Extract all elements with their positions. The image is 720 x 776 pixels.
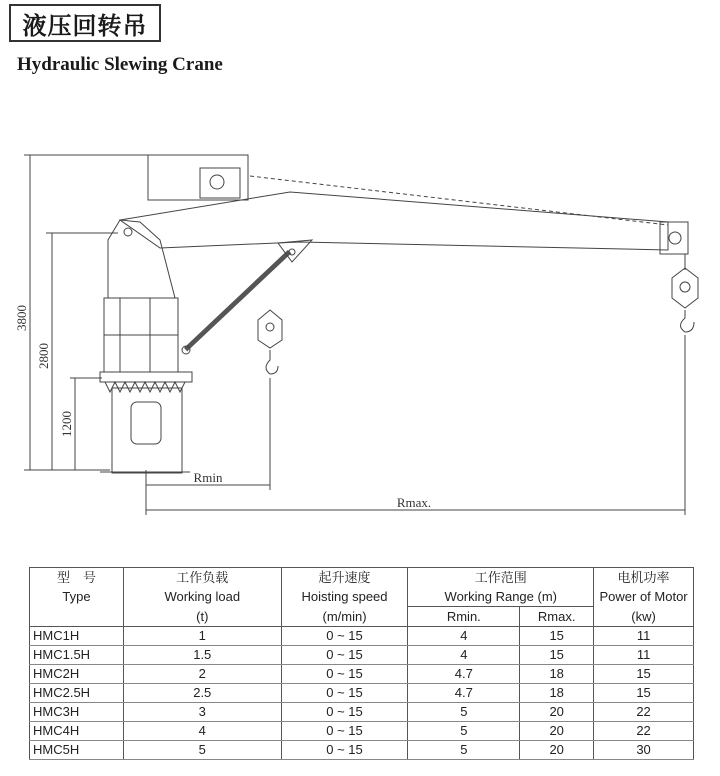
table-row [30,684,694,703]
cell-rmax: 18 [520,665,594,684]
cell-power: 11 [594,646,694,665]
cell-load: 1 [123,627,281,646]
cell-load: 2 [123,665,281,684]
header-type-en: Type [30,587,124,607]
page-title-chinese: 液压回转吊 [9,4,161,42]
cell-type: HMC4H [30,722,124,741]
header-range-cn: 工作范围 [408,568,594,588]
header-speed-cn: 起升速度 [281,568,408,588]
cell-power: 15 [594,665,694,684]
header-speed-unit: (m/min) [281,607,408,627]
dimension-2800: 2800 [36,343,51,369]
cell-type: HMC3H [30,703,124,722]
header-power-en: Power of Motor [594,587,694,607]
cell-type: HMC5H [30,741,124,760]
cell-rmin: 4.7 [408,684,520,703]
cell-rmax: 20 [520,703,594,722]
cell-type: HMC1H [30,627,124,646]
dimension-1200: 1200 [59,411,74,437]
cell-speed: 0 ~ 15 [281,722,408,741]
cell-speed: 0 ~ 15 [281,684,408,703]
cell-rmax: 15 [520,646,594,665]
cell-load: 4 [123,722,281,741]
cell-rmin: 4 [408,627,520,646]
header-power-unit: (kw) [594,607,694,627]
header-range-en: Working Range (m) [408,587,594,607]
header-load-cn: 工作负载 [123,568,281,588]
header-load-en: Working load [123,587,281,607]
table-row [30,703,694,722]
cell-rmin: 5 [408,722,520,741]
cell-speed: 0 ~ 15 [281,665,408,684]
cell-rmax: 15 [520,627,594,646]
cell-load: 5 [123,741,281,760]
table-row [30,665,694,684]
header-type-cn: 型 号 [30,568,124,588]
cell-type: HMC2.5H [30,684,124,703]
cell-rmax: 20 [520,741,594,760]
cell-type: HMC1.5H [30,646,124,665]
header-rmin: Rmin. [408,607,520,627]
cell-speed: 0 ~ 15 [281,741,408,760]
table-row [30,741,694,760]
header-load-unit: (t) [123,607,281,627]
cell-speed: 0 ~ 15 [281,703,408,722]
header-type-blank [30,607,124,627]
cell-power: 22 [594,722,694,741]
table-row [30,722,694,741]
header-speed-en: Hoisting speed [281,587,408,607]
cell-load: 3 [123,703,281,722]
cell-rmin: 5 [408,741,520,760]
header-rmax: Rmax. [520,607,594,627]
spec-table [29,567,694,760]
rmax-label: Rmax. [396,495,432,510]
header-power-cn: 电机功率 [594,568,694,588]
cell-rmin: 4.7 [408,665,520,684]
cell-power: 15 [594,684,694,703]
rmin-label: Rmin [193,470,223,485]
page-title-english: Hydraulic Slewing Crane [17,54,223,75]
cell-rmin: 5 [408,703,520,722]
cell-rmax: 20 [520,722,594,741]
cell-speed: 0 ~ 15 [281,646,408,665]
cell-type: HMC2H [30,665,124,684]
cell-load: 1.5 [123,646,281,665]
cell-power: 30 [594,741,694,760]
cell-rmax: 18 [520,684,594,703]
table-row [30,627,694,646]
cell-rmin: 4 [408,646,520,665]
cell-power: 22 [594,703,694,722]
dimension-3800: 3800 [14,305,29,331]
table-row [30,646,694,665]
cell-load: 2.5 [123,684,281,703]
cell-power: 11 [594,627,694,646]
cell-speed: 0 ~ 15 [281,627,408,646]
